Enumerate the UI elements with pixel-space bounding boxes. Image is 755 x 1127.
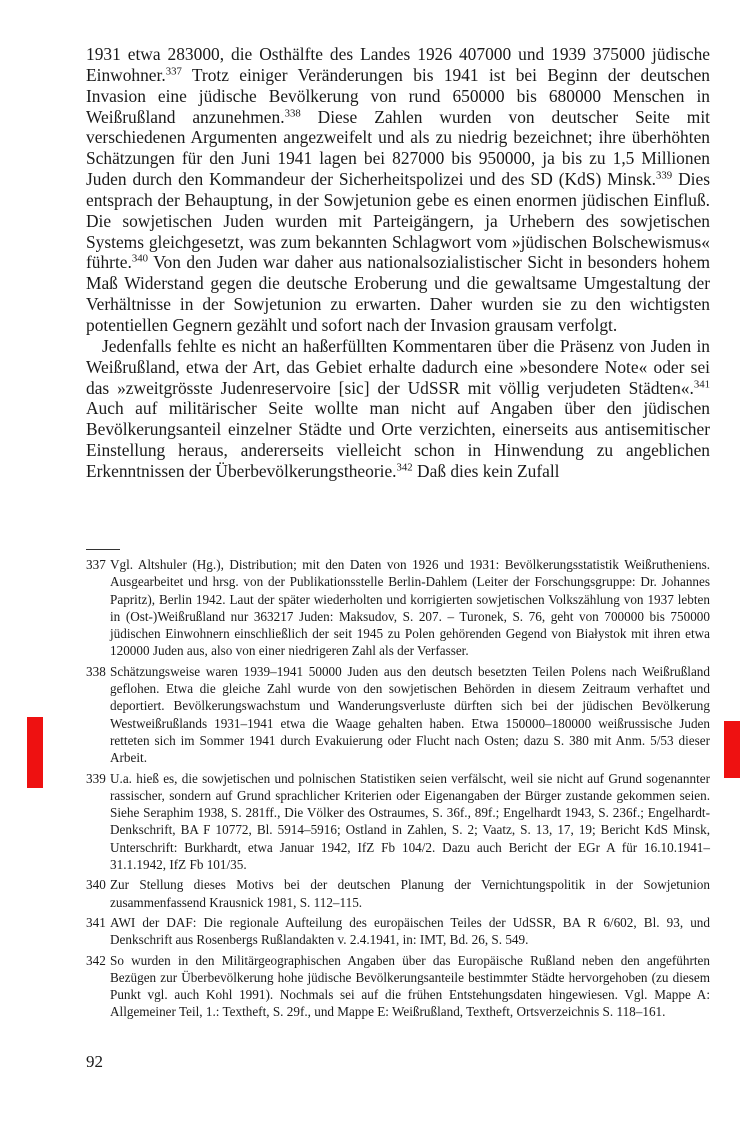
paragraph-1: 1931 etwa 283000, die Osthälfte des Landes 1926 407000 und 1939 375000 jüdische Einwohner.$^{337}$ Trotz einiger Veränderungen bis 1941 ist bei Beginn der deutschen Invasion eine jüdische Bevölkerung von rund 650000 bis 680000 Menschen in Weißrußland anzunehmen.$^{338}$ Diese Zahlen wurden von deutscher Seite mit verschiedenen Argumenten angezweifelt und als zu niedrig bezeichnet; ihre überhöhten Schätzungen für den Juni 1941 lagen bei 827000 bis 950000, ja bis zu 1,5 Millionen Juden durch den Kommandeur der Sicherheitspolizei und des SD (KdS) Minsk.$^{339}$ Dies entsprach der Behauptung, in der Sowjetunion gebe es einen enormen jüdischen Einfluß. Die sowjetischen Juden wurden mit Parteigängern, ja Urhebern des sowjetischen Systems gleichgesetzt, was zum bekannten Schlagwort vom »jüdischen Bolschewismus« führte.$^{340}$ Von den Juden war daher aus nationalsozialistischer Sicht in besonders hohem Maß Widerstand gegen die deutsche Eroberung und die gewaltsame Umgestaltung der Verhältnisse in der Sowjetunion zu erwarten. Daher wurden sie zu den wichtigsten potentiellen Gegnern gezählt und sofort nach der Invasion grausam verfolgt.	[86, 44, 710, 335]
page-number: 92	[86, 1052, 103, 1071]
red-margin-marker-left	[27, 717, 43, 788]
footnote-337: 337 Vgl. Altshuler (Hg.), Distribution; mit den Daten von 1926 und 1931: Bevölkerungsstatistik Weißrutheniens. Ausgearbeitet und hrsg. von der Publikationsstelle Berlin-Dahlem (Leiter der Forschungsgruppe: Dr. Johannes Papritz), Berlin 1942. Laut der später wiederholten und korrigierten sowjetischen Volkszählung von 1937 lebten in (Ost-)Weißrußland nur 363217 Juden: Maksudov, S. 207. – Turonek, S. 76, geht von 700000 bis 750000 jüdischen Einwohnern einschließlich der seit 1945 zu Polen gehörenden Gegend von Białystok mit ihren etwa 120000 Juden aus, also von einer niedrigeren Zahl als der Verfasser.	[86, 557, 710, 659]
footnote-339: 339 U.a. hieß es, die sowjetischen und polnischen Statistiken seien verfälscht, weil sie nicht auf Grund sogenannter rassischer, sondern auf Grund sprachlicher Kriterien oder Eigenangaben der Bürger zustande gekommen seien. Siehe Seraphim 1938, S. 281ff., Die Völker des Ostraumes, S. 36f., 89f.; Engelhardt 1943, S. 236f.; Engelhardt-Denkschrift, BA F 10772, Bl. 5914–5916; Ostland in Zahlen, S. 2; Vaatz, S. 13, 17, 19; Bericht KdS Minsk, Unterschrift: Burkhardt, etwa Januar 1942, IfZ Fb 104/2. Dazu auch Bericht der EGr A für 16.10.1941–31.1.1942, IfZ Fb 101/35.	[86, 770, 710, 873]
paragraph-2: Jedenfalls fehlte es nicht an haßerfüllten Kommentaren über die Präsenz von Juden in Weißrußland, etwa der Art, das Gebiet erhalte dadurch eine »besondere Note« oder sei das »zweitgrösste Judenreservoire [sic] der UdSSR mit völlig verjudeten Städten«.$^{341}$ Auch auf militärischer Seite wollte man nicht auf Angaben über den jüdischen Bevölkerungsanteil einzelner Städte und Orte verzichten, einerseits aus antisemitischer Einstellung heraus, andererseits vielleicht schon in Hinwendung zu angeblichen Erkenntnissen der Überbevölkerungstheorie.$^{342}$ Daß dies kein Zufall	[86, 335, 710, 481]
footnote-342: 342 So wurden in den Militärgeographischen Angaben über das Europäische Rußland neben den angeführten Bezügen zur Überbevölkerung hohe jüdische Bevölkerungsanteile bestimmter Städte hervorgehoben (zu diesem Punkt vgl. auch Kohl 1991). Nochmals sei auf die frühen Entstehungsdaten hingewiesen. Vgl. Mappe A: Allgemeiner Teil, 1.: Textheft, S. 29f., und Mappe E: Weißrußland, Textheft, Ortsverzeichnis S. 118–161.	[86, 952, 710, 1020]
red-margin-marker-right	[724, 721, 740, 778]
footnote-340: 340 Zur Stellung dieses Motivs bei der deutschen Planung der Vernichtungspolitik in der Sowjetunion zusammenfassend Krausnick 1981, S. 112–115.	[86, 877, 710, 910]
footnote-separator	[86, 549, 120, 550]
footnote-ref-340[interactable]: 340	[131, 252, 149, 265]
footnote-ref-338[interactable]: 338	[284, 107, 301, 120]
footnote-ref-337[interactable]: 337	[165, 65, 182, 78]
footnote-341: 341 AWI der DAF: Die regionale Aufteilung des europäischen Teiles der UdSSR, BA R 6/602, Bl. 93, und Denkschrift aus Rosenbergs Rußlandakten v. 2.4.1941, in: IMT, Bd. 26, S. 549.	[86, 914, 710, 948]
footnote-338: 338 Schätzungsweise waren 1939–1941 50000 Juden aus den deutsch besetzten Teilen Polens nach Weißrußland geflohen. Etwa die gleiche Zahl wurde von den sowjetischen Behörden in diesem Zeitraum verhaftet und deportiert. Bevölkerungswachstum und Wanderungsverluste dürften sich bei der jüdischen Bevölkerung Westweißrußlands 1931–1941 etwa die Waage gehalten haben. Etwa 150000–180000 weißrussische Juden retteten sich im Sommer 1941 durch Evakuierung oder Flucht nach Osten; dazu S. 380 mit Anm. 5/53 dieser Arbeit.	[86, 663, 710, 766]
footnote-ref-339[interactable]: 339	[656, 169, 673, 182]
footnote-ref-342[interactable]: 342	[396, 461, 413, 474]
main-text	[86, 44, 710, 482]
footnotes	[86, 556, 710, 1024]
footnote-ref-341[interactable]: 341	[693, 378, 710, 391]
